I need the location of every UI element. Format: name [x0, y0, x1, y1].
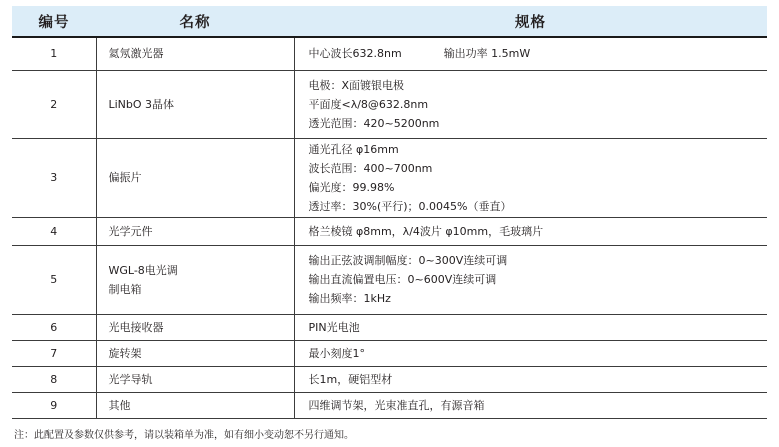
header-spec: 规格: [294, 6, 767, 37]
row-spec-line: 通光孔径 φ16mm: [308, 142, 399, 156]
row-spec-line: 输出正弦波调制幅度：0~300V连续可调: [308, 254, 508, 267]
row-name-line: 偏振片: [108, 171, 142, 184]
row-spec-line: 最小刻度1°: [308, 346, 365, 360]
header-name: 名称: [96, 6, 294, 37]
row-name: [96, 217, 294, 245]
row-spec-line: 波长范围：400~700nm: [308, 161, 433, 175]
table-row: [12, 217, 767, 245]
row-spec-line: 透光范围：420~5200nm: [308, 116, 440, 130]
row-spec-line: 电极：X面镀银电极: [308, 78, 405, 92]
row-name: [96, 37, 294, 70]
row-number: 1: [12, 37, 96, 70]
row-number: 2: [12, 70, 96, 138]
row-name: [96, 70, 294, 138]
row-name: [96, 245, 294, 314]
row-spec-part: 中心波长632.8nm: [308, 47, 402, 61]
row-spec-line: 输出直流偏置电压：0~600V连续可调: [308, 273, 497, 286]
row-name-line: LiNbO 3晶体: [108, 97, 175, 111]
header-no: 编号: [12, 6, 96, 37]
row-spec: [294, 70, 767, 138]
row-spec-line: 格兰棱镜 φ8mm，λ/4波片 φ10mm，毛玻璃片: [308, 224, 544, 238]
row-spec: [294, 366, 767, 392]
row-number: 7: [12, 340, 96, 366]
row-name-line: 其他: [108, 398, 131, 412]
row-spec-line: 长1m，硬铝型材: [308, 372, 393, 386]
table-row: [12, 340, 767, 366]
row-name: [96, 138, 294, 217]
row-name: [96, 366, 294, 392]
row-name-line: 光电接收器: [108, 320, 164, 334]
row-name-line: 制电箱: [108, 282, 142, 296]
row-number: 9: [12, 392, 96, 418]
row-spec-line: 平面度<λ/8@632.8nm: [308, 97, 429, 111]
row-spec: [294, 245, 767, 314]
table-row: [12, 70, 767, 138]
table-row: [12, 366, 767, 392]
row-spec-line: 偏光度：99.98%: [308, 180, 395, 194]
row-name: [96, 314, 294, 340]
footnote: 注：此配置及参数仅供参考，请以装箱单为准，如有细小变动恕不另行通知。: [14, 430, 354, 441]
row-name-line: WGL-8电光调: [108, 263, 178, 277]
row-spec-line: PIN光电池: [308, 320, 360, 334]
table-row: [12, 245, 767, 314]
table-row: [12, 138, 767, 217]
row-number: 4: [12, 217, 96, 245]
row-number: 3: [12, 138, 96, 217]
row-spec-line: 输出频率：1kHz: [308, 292, 391, 305]
row-spec: [294, 340, 767, 366]
row-number: 5: [12, 245, 96, 314]
row-spec: [294, 138, 767, 217]
row-number: 6: [12, 314, 96, 340]
row-name-line: 光学导轨: [108, 372, 153, 386]
row-spec: [294, 217, 767, 245]
row-spec: [294, 314, 767, 340]
row-spec-part: 输出功率 1.5mW: [443, 47, 531, 61]
row-spec: [294, 392, 767, 418]
row-spec-line: 透过率：30%(平行)；0.0045%（垂直）: [308, 199, 512, 213]
table-row: [12, 37, 767, 70]
table-row: [12, 392, 767, 418]
row-number: 8: [12, 366, 96, 392]
row-spec: [294, 37, 767, 70]
table-row: [12, 314, 767, 340]
row-name-line: 光学元件: [108, 224, 153, 238]
table-header-row: [12, 6, 767, 37]
row-name-line: 旋转架: [108, 346, 142, 360]
spec-table: [12, 6, 767, 419]
row-name-line: 氦氖激光器: [108, 47, 164, 61]
row-name: [96, 340, 294, 366]
row-spec-line: [309, 44, 768, 63]
row-name: [96, 392, 294, 418]
row-spec-line: 四维调节架，光束准直孔，有源音箱: [308, 398, 485, 412]
